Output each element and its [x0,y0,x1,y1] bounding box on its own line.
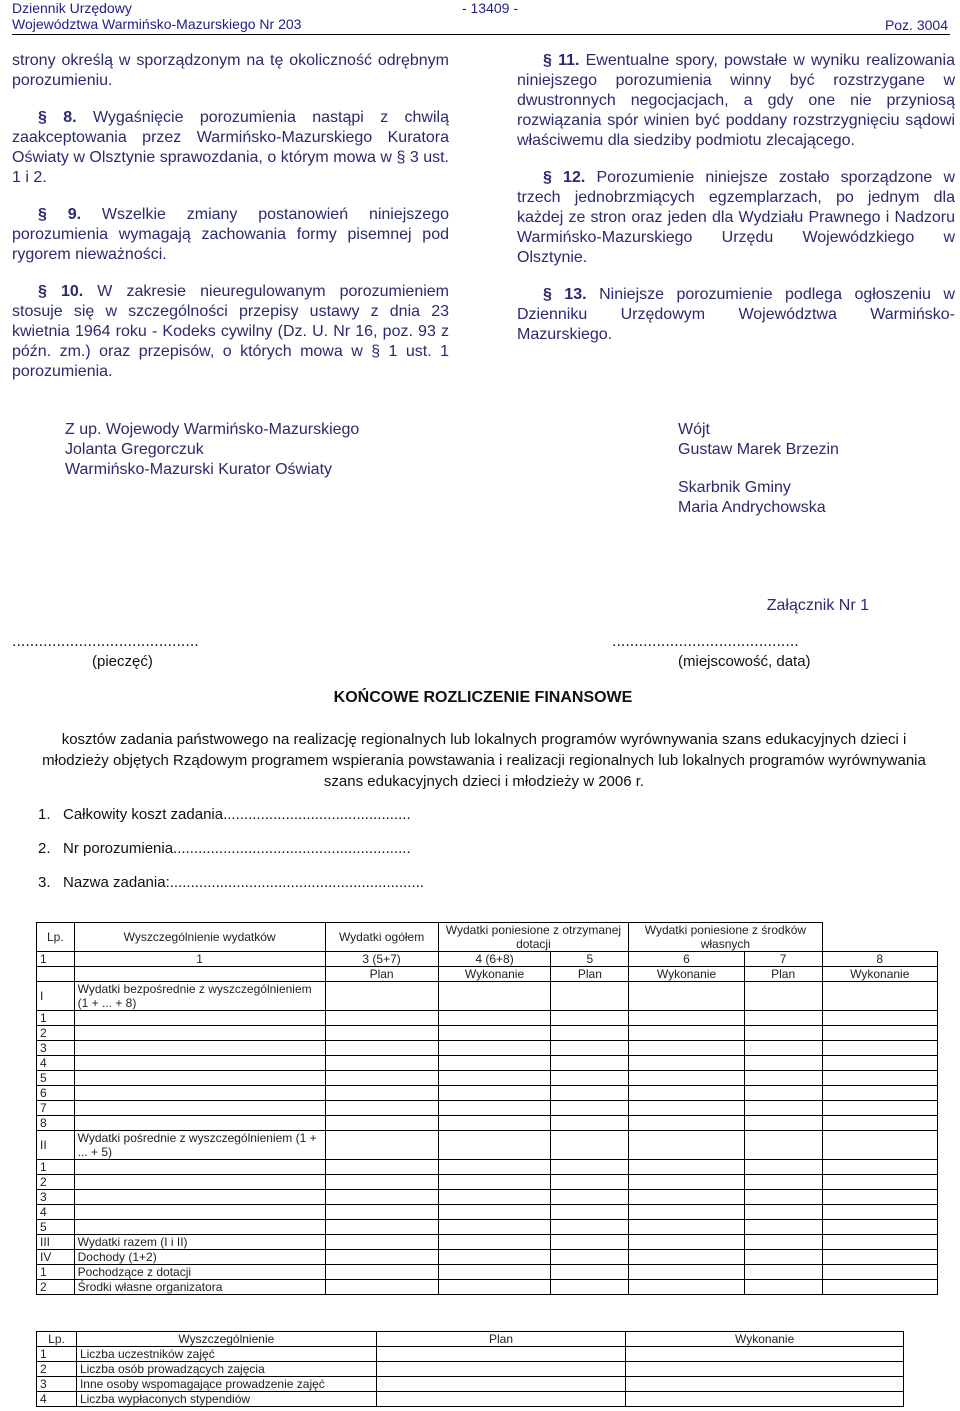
table-cell [822,1220,937,1235]
table-cell [74,1086,325,1101]
table-cell [551,1056,629,1071]
table-cell: Wykonanie [822,967,937,982]
table-row [37,1280,938,1295]
table-cell: 2 [37,1362,77,1377]
table-cell [438,1116,551,1131]
signature-left: Z up. Wojewody Warmińsko-Mazurskiego Jolanta Gregorczuk Warmińsko-Mazurski Kurator Oświaty [65,421,360,478]
participants-table [36,1331,904,1407]
table-cell [325,1190,438,1205]
table-cell [822,1175,937,1190]
table-cell [629,1026,744,1041]
table-row [37,1392,904,1407]
table-cell: Plan [744,967,822,982]
table-cell: Plan [551,967,629,982]
table-cell [74,1190,325,1205]
table-cell [438,1131,551,1160]
table-cell [325,1265,438,1280]
table-cell [325,1086,438,1101]
table-cell [438,1250,551,1265]
journal-issue: Województwa Warmińsko-Mazurskiego Nr 203 [12,16,302,32]
table-cell [551,1250,629,1265]
table-cell [822,982,937,1011]
paragraph-8: § 8. Wygaśnięcie porozumienia nastąpi z chwilą zaakceptowania przez Warmińsko-Mazurskiego Kuratora Oświaty w Olsztynie sprawozdania, o którym mowa w § 3 ust. 1 i 2. [12,109,449,186]
table-cell: 4 [37,1392,77,1407]
list-item: 2. Nr porozumienia......................................................... [38,840,411,857]
table-cell [74,1056,325,1071]
table-cell: 1 [37,1160,75,1175]
left-column [12,51,449,399]
table-cell: III [37,1235,75,1250]
table-row [37,1205,938,1220]
table-cell [438,1220,551,1235]
annex-subtitle: kosztów zadania państwowego na realizację regionalnych lub lokalnych programów wyrównywania szans edukacyjnych dzieci i młodzieży objętych Rządowym programem wspierania powstawania i realizacji regionalnych lub lokalnych programów wyrównywania szans edukacyjnych dzieci i młodzieży w 2006 r. [42,731,926,790]
table-cell [551,982,629,1011]
table-cell: Lp. [37,923,75,952]
table-cell: 4 [37,1205,75,1220]
table-cell [629,1175,744,1190]
table-cell: Lp. [37,1332,77,1347]
table-cell: Wydatki pośrednie z wyszczególnieniem (1 + ... + 5) [74,1131,325,1160]
table-cell [325,1116,438,1131]
table-cell [626,1377,904,1392]
table-cell [629,1235,744,1250]
table-row [37,1265,938,1280]
table-row [37,1056,938,1071]
table-row [37,1086,938,1101]
table-cell [74,967,325,982]
table-cell [376,1377,626,1392]
table-cell: 7 [744,952,822,967]
table-cell [438,1280,551,1295]
table-cell: 7 [37,1101,75,1116]
table-cell [744,1160,822,1175]
table-cell [822,1086,937,1101]
table-cell: IV [37,1250,75,1265]
table-cell: 1 [37,1347,77,1362]
table-cell: Liczba osób prowadzących zajęcia [76,1362,376,1377]
table-cell [629,1041,744,1056]
table-cell [629,1280,744,1295]
table-cell [822,1041,937,1056]
table-cell [376,1392,626,1407]
table-cell: 1 [37,1265,75,1280]
table-cell [629,1011,744,1026]
table-cell [744,1011,822,1026]
table-cell [822,1071,937,1086]
table-row [37,1175,938,1190]
table-cell [438,1086,551,1101]
table-cell [744,1250,822,1265]
table-cell: Wydatki poniesione z środków własnych [629,923,822,952]
table-cell [822,1160,937,1175]
table-cell [822,1056,937,1071]
table-cell [629,1071,744,1086]
table-cell: Wydatki bezpośrednie z wyszczególnieniem (1 + ... + 8) [74,982,325,1011]
table-cell: 6 [629,952,744,967]
table-cell [438,1175,551,1190]
table-cell: Plan [376,1332,626,1347]
table-cell: Wykonanie [626,1332,904,1347]
table-row [37,1071,938,1086]
signature-right-treasurer: Skarbnik Gminy Maria Andrychowska [678,479,826,516]
expenses-table [36,922,938,1295]
table-cell [551,1086,629,1101]
table-cell: 5 [37,1220,75,1235]
table-cell [325,1235,438,1250]
table-cell [744,1041,822,1056]
table-cell [551,1026,629,1041]
table-cell [629,1205,744,1220]
table-cell [74,1175,325,1190]
table-cell [744,1280,822,1295]
table-cell [551,1235,629,1250]
table-cell [744,1086,822,1101]
table-cell [325,1026,438,1041]
table-cell [551,1116,629,1131]
table-cell: 6 [37,1086,75,1101]
table-cell [551,1280,629,1295]
table-row [37,1131,938,1160]
table-cell [376,1362,626,1377]
table-cell [74,1220,325,1235]
table-cell: Wyszczególnienie [76,1332,376,1347]
table-cell [438,1056,551,1071]
table-cell: 3 [37,1377,77,1392]
table-cell [822,1116,937,1131]
table-cell [325,1220,438,1235]
table-cell [325,1250,438,1265]
journal-name: Dziennik Urzędowy [12,0,132,16]
table-cell: I [37,982,75,1011]
table-cell [744,1265,822,1280]
table-cell: 2 [37,1280,75,1295]
table-cell [74,1071,325,1086]
table-cell [629,1131,744,1160]
place-date-label: (miejscowość, data) [678,653,811,670]
table-cell: Wykonanie [629,967,744,982]
table-row [37,1250,938,1265]
table-cell [744,1071,822,1086]
table-cell [551,1071,629,1086]
table-cell: 1 [37,1011,75,1026]
table-cell [551,1131,629,1160]
table-cell: 2 [37,1026,75,1041]
table-cell: 3 (5+7) [325,952,438,967]
table-cell: II [37,1131,75,1160]
table-cell: Środki własne organizatora [74,1280,325,1295]
table-cell [325,1101,438,1116]
table-cell [744,1116,822,1131]
table-cell [822,1205,937,1220]
table-cell [438,1071,551,1086]
stamp-dots: .......................................... [12,633,199,650]
table-number-row [37,952,938,967]
table-cell [822,1250,937,1265]
table-cell [74,1116,325,1131]
table-row [37,1011,938,1026]
table-cell [438,1026,551,1041]
table-cell: 8 [37,1116,75,1131]
signature-right-mayor: Wójt Gustaw Marek Brzezin [678,421,839,458]
table-cell [629,982,744,1011]
table-cell [822,1101,937,1116]
list-item: 3. Nazwa zadania:............................................................. [38,874,424,891]
table-row [37,1190,938,1205]
table-cell [744,1056,822,1071]
table-header-row [37,923,938,952]
table-cell: Wydatki ogółem [325,923,438,952]
table-cell [325,982,438,1011]
table-cell [325,1071,438,1086]
table-cell: 3 [37,1190,75,1205]
table-row [37,1377,904,1392]
annex-title: KOŃCOWE ROZLICZENIE FINANSOWE [333,689,633,706]
table-cell [822,1011,937,1026]
table-row [37,1235,938,1250]
table-cell: 4 [37,1056,75,1071]
paragraph-9: § 9. Wszelkie zmiany postanowień niniejszego porozumienia wymagają zachowania formy pisemnej pod rygorem nieważności. [12,206,449,263]
table-cell [822,1265,937,1280]
table-cell [744,1026,822,1041]
table-cell [744,1190,822,1205]
position-number: Poz. 3004 [884,17,948,33]
table-cell: 3 [37,1041,75,1056]
table-cell [629,1265,744,1280]
table-cell: Pochodzące z dotacji [74,1265,325,1280]
table-cell [551,1175,629,1190]
table-cell [626,1347,904,1362]
stamp-label: (pieczęć) [92,653,153,670]
table-cell [74,1101,325,1116]
table-cell: Liczba wypłaconych stypendiów [76,1392,376,1407]
table-cell [744,982,822,1011]
table-cell [551,1160,629,1175]
table-cell [744,1205,822,1220]
header-divider [12,34,950,35]
place-date-dots: .......................................... [612,633,799,650]
table-cell [325,1131,438,1160]
right-column [517,51,955,362]
table-cell [551,1205,629,1220]
table-cell [74,1026,325,1041]
table-row [37,1101,938,1116]
table-cell [629,1250,744,1265]
table-cell [325,1205,438,1220]
table-cell [626,1392,904,1407]
table-cell [551,1101,629,1116]
table-cell [744,1101,822,1116]
table-cell [37,967,75,982]
table-cell: 1 [37,952,75,967]
table-cell [325,1175,438,1190]
table-cell [551,1265,629,1280]
table-cell [438,1041,551,1056]
table-cell: 1 [74,952,325,967]
table-cell [325,1160,438,1175]
table-cell [744,1175,822,1190]
table-cell: 4 (6+8) [438,952,551,967]
table-cell: 8 [822,952,937,967]
table-cell: Wydatki poniesione z otrzymanej dotacji [438,923,629,952]
annex-items [38,805,424,893]
list-item: 1. Całkowity koszt zadania............................................. [38,806,411,823]
table-cell [438,1011,551,1026]
table-cell [744,1235,822,1250]
table-cell: Wydatki razem (I i II) [74,1235,325,1250]
table-header-row [37,1332,904,1347]
table-row [37,1160,938,1175]
table-cell: Inne osoby wspomagające prowadzenie zajęć [76,1377,376,1392]
table-cell [551,1011,629,1026]
table-cell [438,1205,551,1220]
table-row [37,1220,938,1235]
table-cell [551,1041,629,1056]
table-cell [626,1362,904,1377]
table-subheader-row [37,967,938,982]
page-number: - 13409 - [461,0,519,16]
paragraph-11: § 11. Ewentualne spory, powstałe w wyniku realizowania niniejszego porozumienia winny być rozstrzygane w dwustronnych negocjacjach, a gdy one nie przyniosą rozwiązania spór winien być poddany rozstrzygnięciu sądowi właściwemu dla siedziby podmiotu zlecającego. [517,52,956,149]
table-cell [822,1131,937,1160]
table-cell [629,1220,744,1235]
table-cell [629,1190,744,1205]
table-row [37,1362,904,1377]
table-cell: Wyszczególnienie wydatków [74,923,325,952]
paragraph-13: § 13. Niniejsze porozumienie podlega ogłoszeniu w Dzienniku Urzędowym Województwa Warmińsko-Mazurskiego. [517,286,955,343]
table-cell [822,1280,937,1295]
table-cell [822,1026,937,1041]
table-cell [438,1190,551,1205]
table-cell [376,1347,626,1362]
table-cell [74,1160,325,1175]
table-cell [629,1086,744,1101]
table-cell [325,1280,438,1295]
table-cell [551,1190,629,1205]
table-cell [438,1160,551,1175]
table-cell [74,1011,325,1026]
table-row [37,982,938,1011]
table-cell [822,1190,937,1205]
table-cell [438,1265,551,1280]
table-cell: 5 [551,952,629,967]
table-cell: Liczba uczestników zajęć [76,1347,376,1362]
table-cell: Dochody (1+2) [74,1250,325,1265]
table-cell [438,1235,551,1250]
paragraph-10: § 10. W zakresie nieuregulowanym porozumieniem stosuje się w szczególności przepisy ustawy z dnia 23 kwietnia 1964 roku - Kodeks cywilny (Dz. U. Nr 16, poz. 93 z późn. zm.) oraz przepisów, o których mowa w § 1 ust. 1 porozumienia. [12,283,449,380]
table-cell: 2 [37,1175,75,1190]
journal-title [12,0,301,32]
table-cell [629,1116,744,1131]
table-row [37,1116,938,1131]
table-cell [629,1160,744,1175]
table-cell [822,1235,937,1250]
table-cell [551,1220,629,1235]
table-row [37,1347,904,1362]
table-cell: Plan [325,967,438,982]
table-cell [744,1131,822,1160]
table-cell [325,1056,438,1071]
table-cell [325,1041,438,1056]
paragraph-12: § 12. Porozumienie niniejsze zostało sporządzone w trzech jednobrzmiących egzemplarzach, po jednym dla każdej ze stron oraz jeden dla Wydziału Prawnego i Nadzoru Warmińsko-Mazurskiego Urzędu Wojewódzkiego w Olsztynie. [517,169,955,266]
table-cell [74,1041,325,1056]
table-cell: Wykonanie [438,967,551,982]
table-cell [74,1205,325,1220]
annex-label: Załącznik Nr 1 [766,597,869,614]
table-cell: 5 [37,1071,75,1086]
table-cell [438,982,551,1011]
table-cell [438,1101,551,1116]
table-cell [325,1011,438,1026]
table-cell [629,1101,744,1116]
table-row [37,1041,938,1056]
table-cell [629,1056,744,1071]
table-row [37,1026,938,1041]
table-cell [744,1220,822,1235]
paragraph-continuation: strony określą w sporządzonym na tę okoliczność odrębnym porozumieniu. [12,52,449,89]
